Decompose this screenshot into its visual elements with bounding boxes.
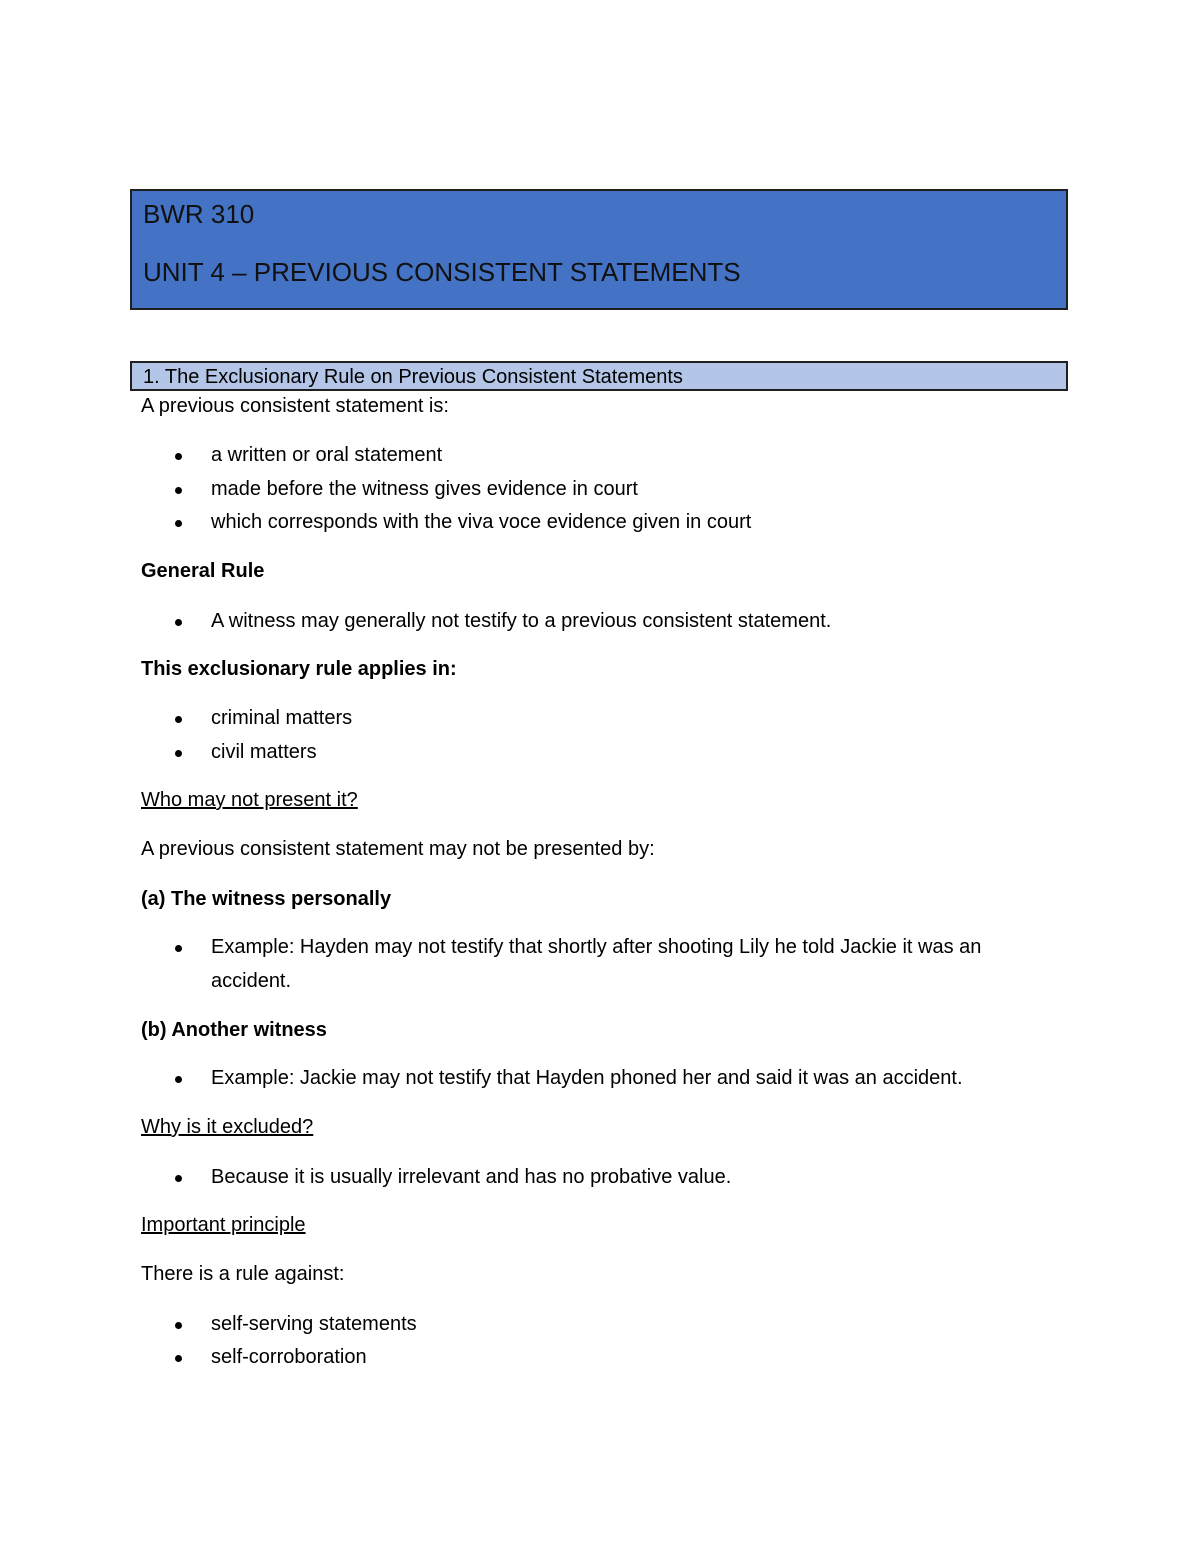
bullet-icon <box>175 1175 182 1182</box>
general-rule-heading: General Rule <box>141 560 265 582</box>
list-item: civil matters <box>211 741 317 763</box>
who-heading: Who may not present it? <box>141 789 358 811</box>
bullet-icon <box>175 520 182 527</box>
list-item: self-serving statements <box>211 1313 417 1335</box>
bullet-icon <box>175 619 182 626</box>
bullet-icon <box>175 1322 182 1329</box>
course-code: BWR 310 <box>143 199 255 229</box>
witness-b-heading: (b) Another witness <box>141 1019 327 1041</box>
list-item: A witness may generally not testify to a previous consistent statement. <box>211 610 832 632</box>
section-heading: 1. The Exclusionary Rule on Previous Consistent Statements <box>143 366 683 388</box>
bullet-icon <box>175 945 182 952</box>
list-item: self-corroboration <box>211 1346 367 1368</box>
bullet-icon <box>175 453 182 460</box>
principle-intro: There is a rule against: <box>141 1263 345 1285</box>
section-heading-bar <box>130 361 1068 391</box>
list-item: made before the witness gives evidence in court <box>211 478 638 500</box>
witness-a-heading: (a) The witness personally <box>141 888 392 910</box>
bullet-icon <box>175 716 182 723</box>
bullet-icon <box>175 1076 182 1083</box>
list-item: Example: Jackie may not testify that Hayden phoned her and said it was an accident. <box>211 1067 963 1089</box>
unit-title: UNIT 4 – PREVIOUS CONSISTENT STATEMENTS <box>143 257 741 287</box>
why-heading: Why is it excluded? <box>141 1116 314 1138</box>
list-item: which corresponds with the viva voce evidence given in court <box>211 511 752 533</box>
bullet-icon <box>175 487 182 494</box>
list-item: Example: Hayden may not testify that shortly after shooting Lily he told Jackie it was an <box>211 936 982 958</box>
list-item-continuation: accident. <box>211 970 292 992</box>
title-box <box>130 189 1068 310</box>
bullet-icon <box>175 1355 182 1362</box>
list-item: Because it is usually irrelevant and has no probative value. <box>211 1166 732 1188</box>
definition-intro: A previous consistent statement is: <box>141 395 449 417</box>
bullet-icon <box>175 750 182 757</box>
who-intro: A previous consistent statement may not be presented by: <box>141 838 655 860</box>
applies-heading: This exclusionary rule applies in: <box>141 658 457 680</box>
principle-heading: Important principle <box>141 1214 306 1236</box>
list-item: criminal matters <box>211 707 353 729</box>
list-item: a written or oral statement <box>211 444 443 466</box>
